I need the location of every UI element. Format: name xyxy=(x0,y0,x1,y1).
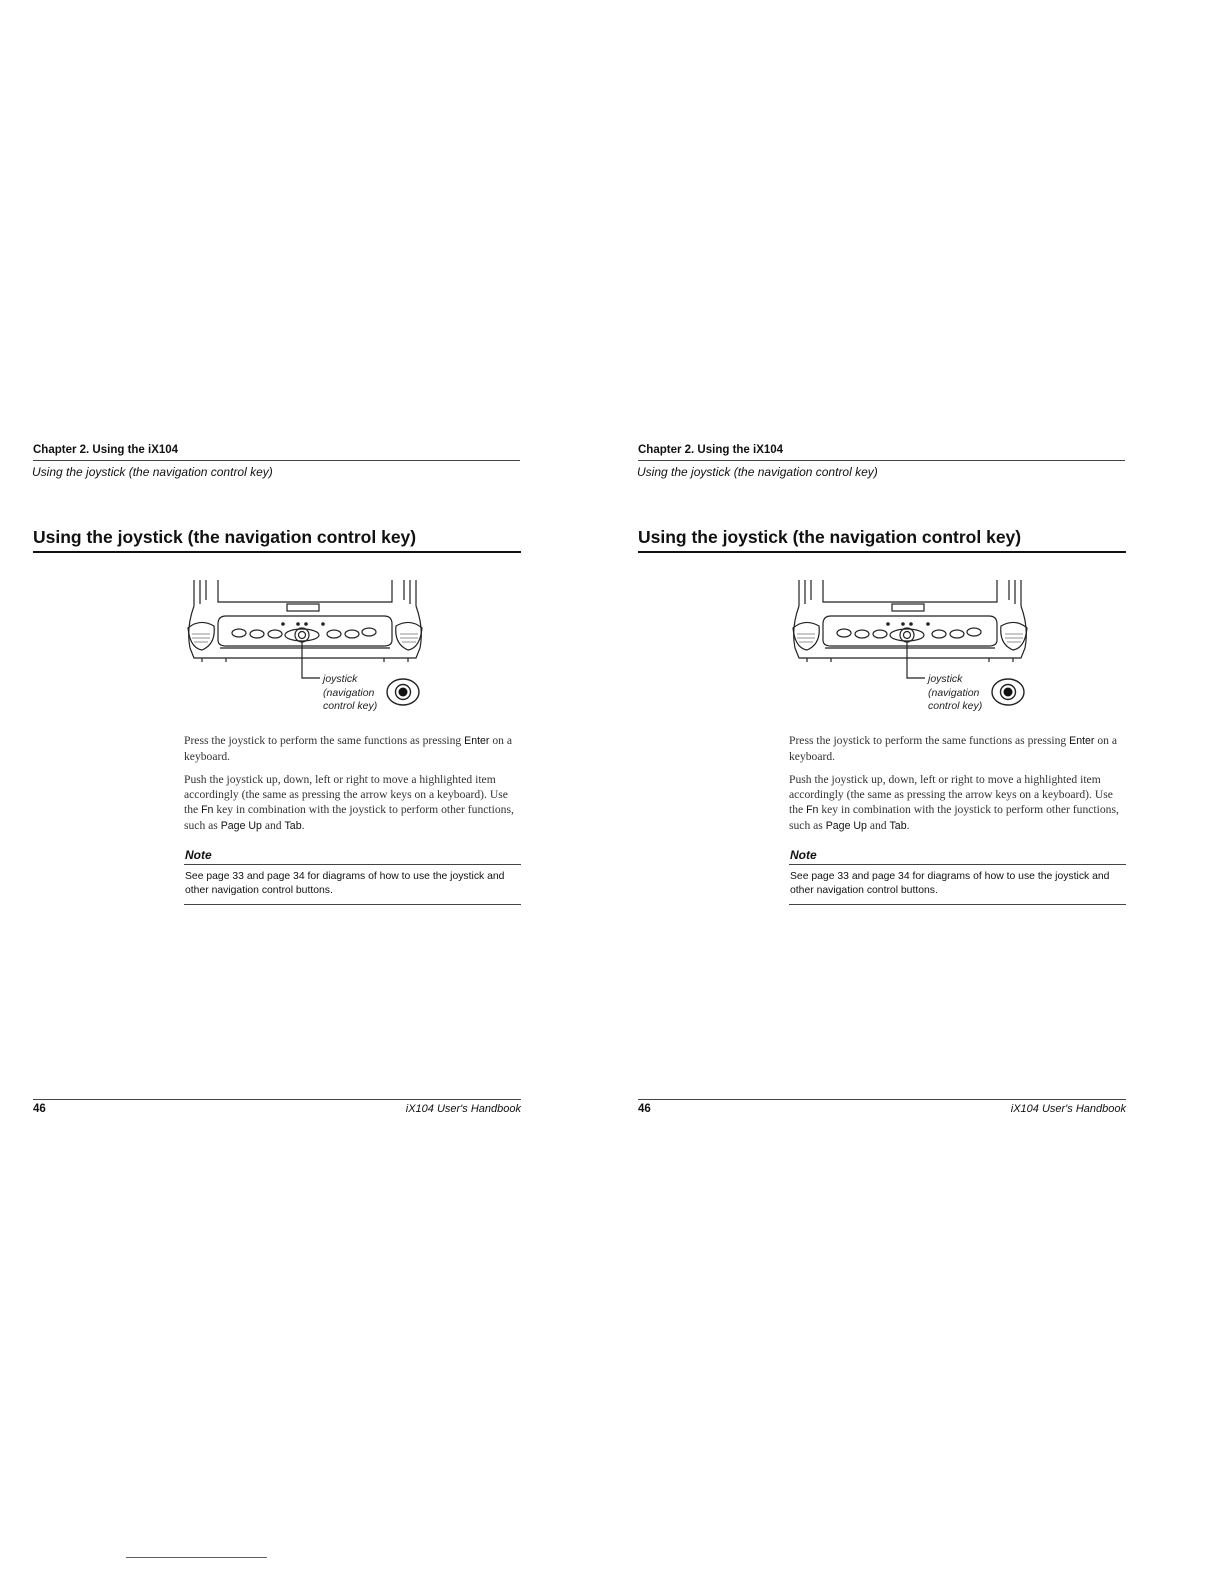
callout-line-1: joystick xyxy=(323,673,358,685)
note-rule-bottom xyxy=(184,904,521,905)
note-heading: Note xyxy=(790,848,817,862)
callout-line-3: control key) xyxy=(323,700,378,712)
link-underline[interactable] xyxy=(126,1557,267,1558)
page-up-key-label: Page Up xyxy=(825,820,867,833)
paragraph-push-joystick: Push the joystick up, down, left or right to move a highlighted item accordingly (the same as pressing the arrow keys on a keyboard). Use the Fn key in combination with the joystick to perform other functions, such as Page Up and Tab. xyxy=(184,772,514,833)
header-rule xyxy=(638,460,1125,461)
callout-line-3: control key) xyxy=(928,700,983,712)
book-title: iX104 User's Handbook xyxy=(405,1103,521,1115)
joystick-callout xyxy=(928,673,982,714)
joystick-callout xyxy=(323,673,377,714)
handbook-page-right xyxy=(605,0,1217,1584)
body-text xyxy=(789,733,1127,842)
chapter-header: Chapter 2. Using the iX104 xyxy=(33,444,179,456)
footer-rule xyxy=(33,1099,521,1100)
callout-line-2: (navigation xyxy=(323,686,375,699)
note-heading: Note xyxy=(185,848,212,862)
book-title: iX104 User's Handbook xyxy=(1010,1103,1126,1115)
enter-key-label: Enter xyxy=(464,735,490,747)
chapter-header: Chapter 2. Using the iX104 xyxy=(638,444,784,456)
body-text xyxy=(184,733,522,842)
note-rule-top xyxy=(789,864,1126,865)
enter-key-label: Enter xyxy=(1069,735,1095,747)
tablet-joystick-figure xyxy=(785,578,1035,718)
paragraph-press-joystick: Press the joystick to perform the same functions as pressing Enter on a keyboard. xyxy=(789,734,1118,764)
tab-key-label: Tab xyxy=(889,820,907,833)
title-rule xyxy=(638,551,1126,553)
footer-rule xyxy=(638,1099,1126,1100)
callout-line-2: (navigation xyxy=(928,686,980,699)
note-text: See page 33 and page 34 for diagrams of how to use the joystick and other navigation control buttons. xyxy=(790,871,1110,896)
section-running-head: Using the joystick (the navigation control key) xyxy=(32,465,273,479)
page-number: 46 xyxy=(33,1103,46,1115)
header-rule xyxy=(33,460,520,461)
note-text: See page 33 and page 34 for diagrams of how to use the joystick and other navigation control buttons. xyxy=(185,871,505,896)
joystick-button-icon xyxy=(990,677,1026,707)
joystick-button-icon xyxy=(385,677,421,707)
tab-key-label: Tab xyxy=(284,820,302,833)
fn-key-label: Fn xyxy=(806,804,819,817)
title-rule xyxy=(33,551,521,553)
paragraph-push-joystick: Push the joystick up, down, left or right to move a highlighted item accordingly (the same as pressing the arrow keys on a keyboard). Use the Fn key in combination with the joystick to perform other functions, such as Page Up and Tab. xyxy=(789,772,1119,833)
section-running-head: Using the joystick (the navigation control key) xyxy=(637,465,878,479)
note-rule-bottom xyxy=(789,904,1126,905)
page-number: 46 xyxy=(638,1103,651,1115)
page-title: Using the joystick (the navigation control key) xyxy=(33,527,417,547)
note-rule-top xyxy=(184,864,521,865)
callout-line-1: joystick xyxy=(928,673,963,685)
tablet-joystick-figure xyxy=(180,578,430,718)
page-title: Using the joystick (the navigation control key) xyxy=(638,527,1022,547)
page-up-key-label: Page Up xyxy=(220,820,262,833)
fn-key-label: Fn xyxy=(201,804,214,817)
paragraph-press-joystick: Press the joystick to perform the same functions as pressing Enter on a keyboard. xyxy=(184,734,513,764)
